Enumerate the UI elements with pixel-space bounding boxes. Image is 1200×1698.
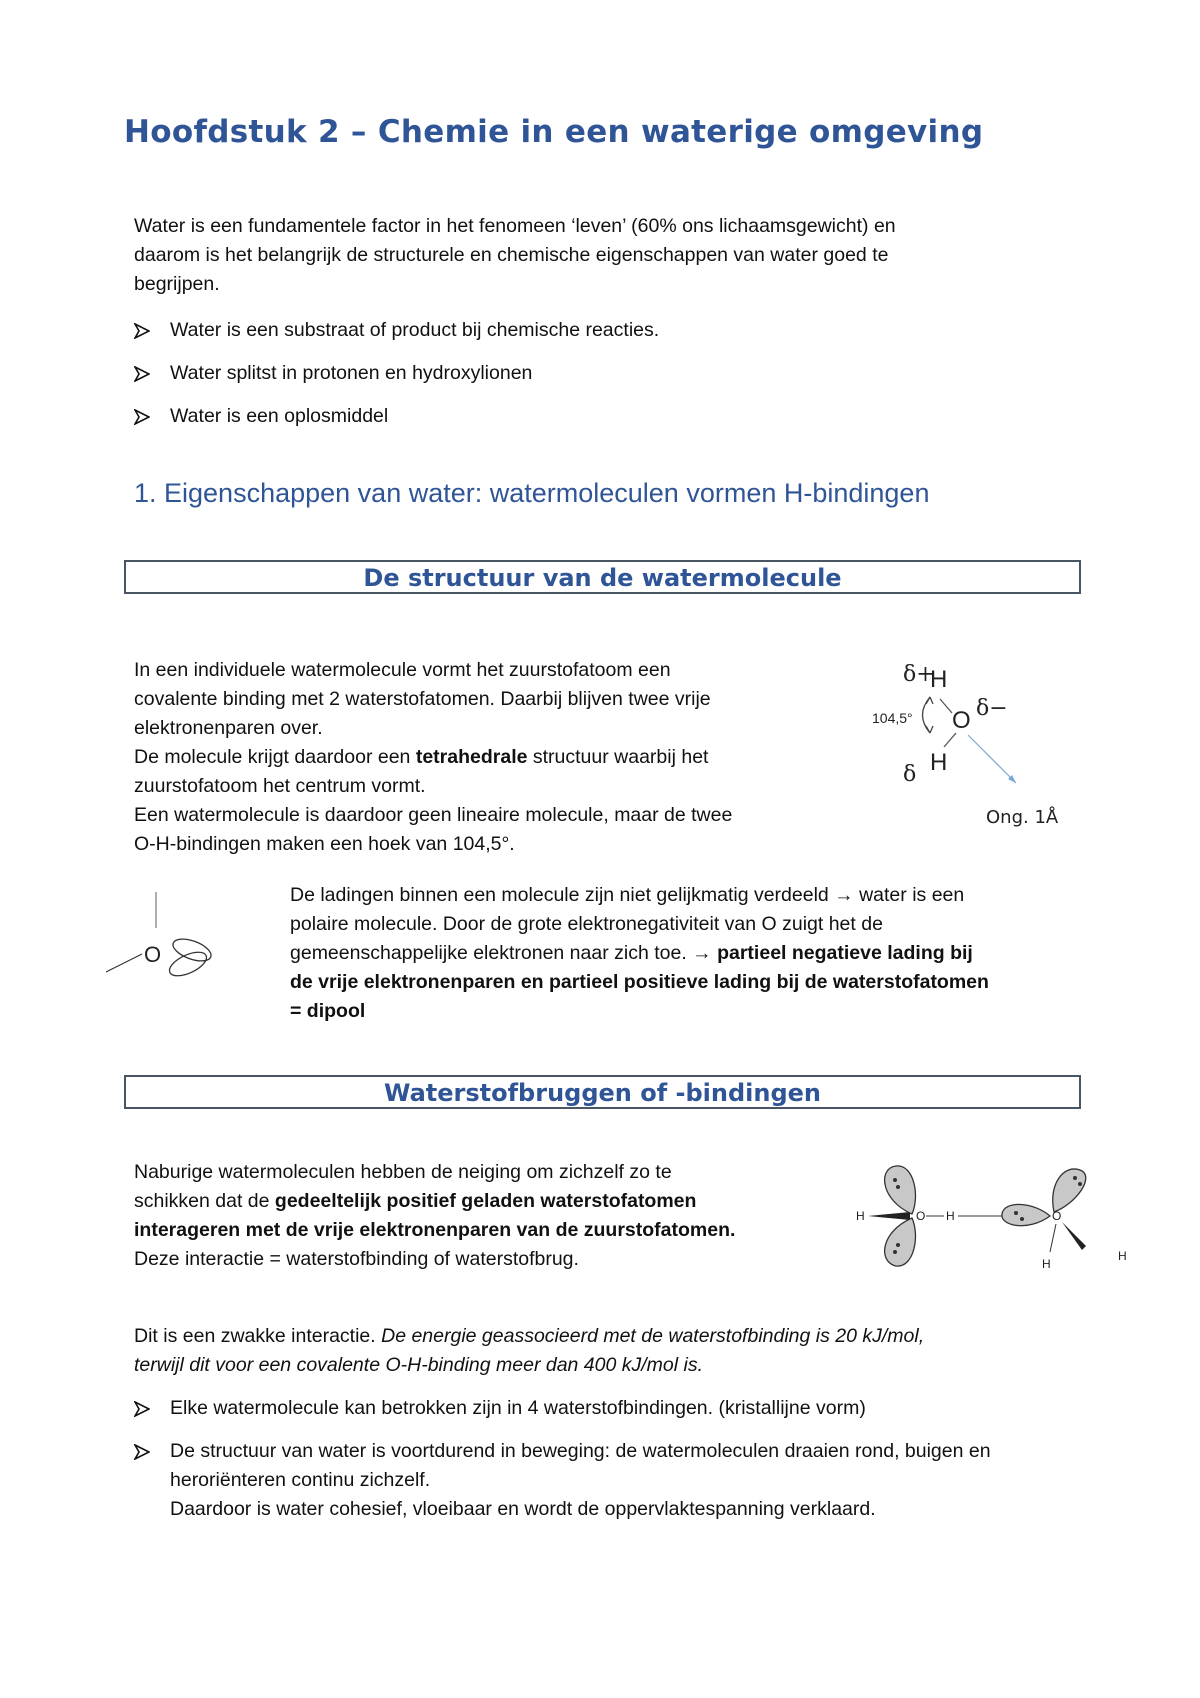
electron-lobe (1002, 1204, 1050, 1225)
text-line: Dit is een zwakke interactie. De energie geassocieerd met de waterstofbinding is 20 kJ/mol, (134, 1325, 925, 1347)
electron-lobe (885, 1166, 916, 1214)
oxygen-label: O (952, 707, 971, 734)
hydrogen-label: H (1118, 1249, 1127, 1263)
text-line: In een individuele watermolecule vormt het zuurstofatoom een (134, 659, 671, 681)
bold-term: tetrahedrale (415, 746, 528, 768)
oxygen-label: O (916, 1209, 926, 1223)
list-item (134, 1437, 1134, 1524)
text-line: zuurstofatoom het centrum vormt. (134, 775, 426, 797)
hydrogen-bond-bullet-list (134, 1394, 1134, 1524)
text-line: elektronenparen over. (134, 717, 323, 739)
delta-plus-label: δ+ (903, 662, 935, 687)
text-line: covalente binding met 2 waterstofatomen. Daarbij blijven twee vrije (134, 688, 711, 710)
intro-line: daarom is het belangrijk de structurele en chemische eigenschappen van water goed te (134, 244, 889, 266)
text-line: terwijl dit voor een covalente O-H-binding meer dan 400 kJ/mol is. (134, 1354, 704, 1376)
text-line: O-H-bindingen maken een hoek van 104,5°. (134, 833, 515, 855)
text-line: Daardoor is water cohesief, vloeibaar en wordt de oppervlaktespanning verklaard. (170, 1498, 876, 1520)
bond-line (940, 699, 952, 713)
structure-paragraph (134, 656, 854, 859)
electron-dot (1014, 1211, 1018, 1215)
wedge-bond (1062, 1222, 1086, 1250)
text-line: De structuur van water is voortdurend in beweging: de watermoleculen draaien rond, buigen en (170, 1440, 991, 1462)
electron-dot (893, 1250, 897, 1254)
text-line: heroriënteren continu zichzelf. (170, 1469, 431, 1491)
text-line: de vrije elektronenparen en partieel positieve lading bij de waterstofatomen (290, 971, 989, 993)
oxygen-label: O (144, 942, 162, 967)
hydrogen-bond-figure (850, 1160, 1140, 1280)
electron-dot (1073, 1176, 1077, 1180)
text-line: Naburige watermoleculen hebben de neiging om zichzelf zo te (134, 1161, 672, 1183)
delta-bottom-label: δ (903, 762, 917, 787)
list-item: Water splitst in protonen en hydroxylionen (134, 359, 1134, 402)
hydrogen-bottom-label: H (930, 749, 948, 776)
hydrogen-label: H (856, 1209, 865, 1223)
text-line: De ladingen binnen een molecule zijn niet gelijkmatig verdeeld → water is een (290, 884, 965, 906)
text-line: De molecule krijgt daardoor een tetrahedrale structuur waarbij het (134, 746, 709, 768)
arrow-bullet-icon (134, 402, 170, 425)
distance-arrow (968, 735, 1016, 783)
arrow-bullet-icon (134, 1394, 170, 1417)
electron-dot (1078, 1182, 1082, 1186)
section-heading: 1. Eigenschappen van water: watermoleculen vormen H-bindingen (134, 478, 930, 508)
list-item: Water is een oplosmiddel (134, 402, 1134, 445)
electron-dot (896, 1243, 900, 1247)
electron-dot (893, 1178, 897, 1182)
text-line: Deze interactie = waterstofbinding of waterstofbrug. (134, 1248, 579, 1270)
list-item: Water is een substraat of product bij chemische reacties. (134, 316, 1134, 359)
water-molecule-angle-figure (860, 655, 1090, 835)
text-line: schikken dat de gedeeltelijk positief geladen waterstofatomen (134, 1190, 697, 1212)
distance-label: Ong. 1Å (986, 807, 1059, 828)
bond-line (106, 954, 142, 972)
page-title: Hoofdstuk 2 – Chemie in een waterige omgeving (124, 114, 984, 150)
subsection-box-heading: De structuur van de watermolecule (124, 560, 1081, 594)
arrow-bullet-icon (134, 1437, 170, 1460)
intro-line: Water is een fundamentele factor in het fenomeen ‘leven’ (60% ons lichaamsgewicht) en (134, 215, 896, 237)
electron-lobe (885, 1218, 916, 1266)
delta-minus-label: δ− (976, 696, 1008, 721)
text-line: interageren met de vrije elektronenparen van de zuurstofatomen. (134, 1219, 736, 1241)
polarity-paragraph (290, 881, 1110, 1026)
hydrogen-label: H (1042, 1257, 1051, 1271)
oxygen-label: O (1052, 1209, 1062, 1223)
bond-line (944, 733, 956, 747)
wedge-bond (868, 1212, 910, 1220)
subsection-box-heading: Waterstofbruggen of -bindingen (124, 1075, 1081, 1109)
text-line: gemeenschappelijke elektronen naar zich toe. → partieel negatieve lading bij (290, 942, 973, 964)
electron-lobe (166, 947, 210, 980)
bond-line (1050, 1224, 1056, 1252)
arrow-bullet-icon (134, 316, 170, 339)
intro-paragraph (134, 212, 1134, 299)
arrow-bullet-icon (134, 359, 170, 382)
angle-label: 104,5° (872, 710, 913, 726)
list-item: Elke watermolecule kan betrokken zijn in 4 waterstofbindingen. (kristallijne vorm) (134, 1394, 1134, 1437)
hydrogen-bond-paragraph (134, 1158, 854, 1274)
electron-lobe (1053, 1169, 1086, 1212)
dipole-molecule-figure (100, 890, 220, 1000)
text-line: Een watermolecule is daardoor geen lineaire molecule, maar de twee (134, 804, 733, 826)
intro-line: begrijpen. (134, 273, 220, 295)
hydrogen-label: H (946, 1209, 955, 1223)
energy-paragraph (134, 1322, 1134, 1380)
electron-dot (896, 1185, 900, 1189)
intro-bullet-list (134, 316, 1134, 445)
text-line: = dipool (290, 1000, 366, 1022)
text-line: polaire molecule. Door de grote elektronegativiteit van O zuigt het de (290, 913, 883, 935)
electron-dot (1020, 1217, 1024, 1221)
hydrogen-top-label: H (930, 666, 948, 693)
